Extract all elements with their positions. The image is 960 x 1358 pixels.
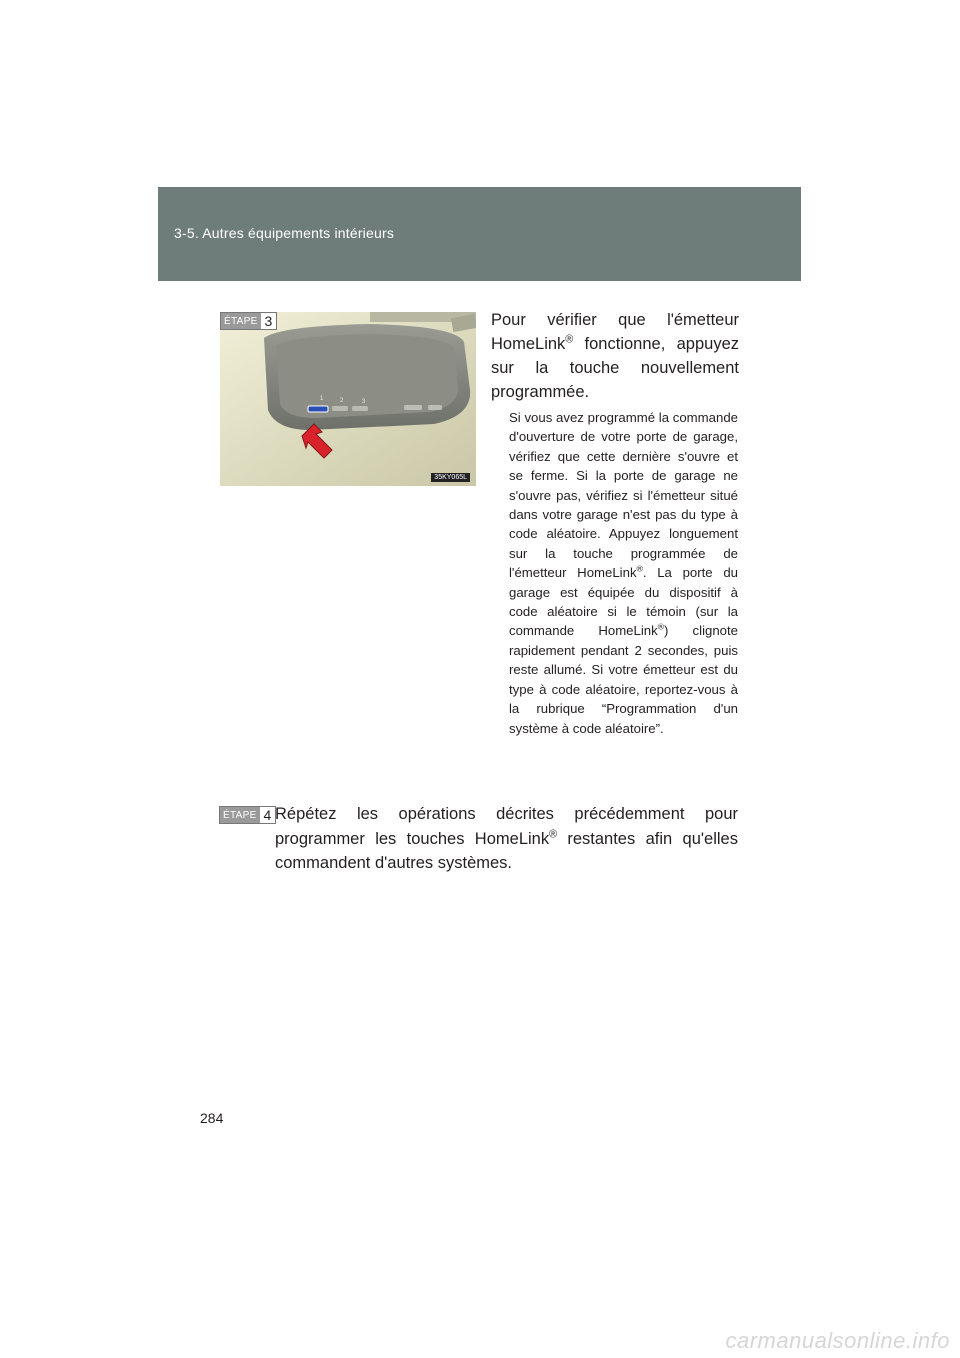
step-4-badge-number: 4: [263, 807, 272, 823]
homelink-button-2: [332, 406, 348, 411]
homelink-button-1: [308, 406, 328, 412]
step-3-note: Si vous avez programmé la commande d'ouverture de votre porte de garage, vérifiez que cette dernière s'ouvre et se ferme. Si la porte de garage ne s'ouvre pas, vérifiez si l'émetteur situé dans votre garage n'est pas du type à code aléatoire. Appuyez longuement sur la touche programmée de l'émetteur HomeLink®. La porte du garage est équipée du dispositif à code aléatoire si le témoin (sur la commande HomeLink®) clignote rapidement pendant 2 secondes, puis reste allumé. Si votre émetteur est du type à code aléatoire, reportez-vous à la rubrique “Programmation d'un système à code aléatoire”.: [509, 410, 738, 736]
registered-mark: ®: [636, 563, 643, 574]
step-4-badge-label: ÉTAPE: [220, 807, 260, 823]
section-header-band: [158, 187, 801, 281]
registered-mark: ®: [565, 333, 574, 346]
step-4-badge: [219, 806, 276, 824]
button-number-1: 1: [320, 396, 324, 402]
button-number-2: 2: [340, 398, 344, 404]
step-4-instruction: Répétez les opérations décrites précédemment pour programmer les touches HomeLink® restantes afin qu'elles commandent d'autres systèmes.: [275, 805, 738, 872]
mirror-photo: [220, 312, 476, 486]
watermark: carmanualsonline.info: [725, 1328, 950, 1353]
step-3-instruction: Pour vérifier que l'émetteur HomeLink® fonctionne, appuyez sur la touche nouvellement programmée.: [491, 311, 739, 401]
registered-mark: ®: [549, 828, 557, 840]
rearview-mirror-illustration: [220, 312, 476, 486]
step-3-badge-label: ÉTAPE: [221, 313, 261, 329]
step-3-badge-number: 3: [264, 313, 273, 329]
photo-code: 35KY065L: [431, 473, 470, 482]
section-title: 3-5. Autres équipements intérieurs: [174, 225, 395, 241]
registered-mark: ®: [657, 622, 665, 633]
button-number-3: 3: [362, 399, 366, 405]
page-number: 284: [200, 1110, 224, 1126]
step-3-badge: [220, 312, 277, 330]
homelink-button-3: [352, 406, 368, 411]
